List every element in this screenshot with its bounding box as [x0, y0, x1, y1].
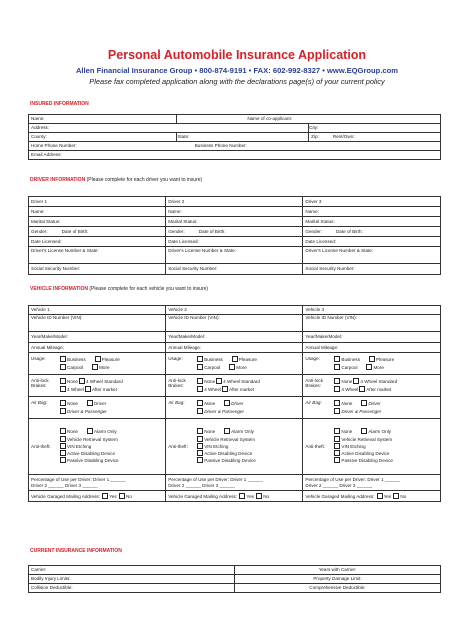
airbag-driver-checkbox[interactable]: [224, 400, 230, 406]
antitheft-active-checkbox[interactable]: [334, 450, 340, 456]
brakes-4wheel-standard-checkbox[interactable]: [353, 378, 359, 384]
license-state-field[interactable]: Driver's License Number & State:: [166, 247, 303, 264]
gender-dob-field[interactable]: Gender: Date of Birth:: [166, 227, 303, 237]
brakes-4wheel-standard-checkbox[interactable]: [79, 378, 85, 384]
usage-business-checkbox[interactable]: [60, 356, 66, 362]
usage-carpool-checkbox[interactable]: [60, 364, 66, 370]
percentage-use-field[interactable]: Percentage of Use per Driver: Driver 1 ______ Driver 2 ______ Driver 3 ______: [29, 475, 166, 491]
gender-dob-field[interactable]: Gender: Date of Birth:: [303, 227, 441, 237]
year-make-model-field[interactable]: Year/Make/Model:: [303, 332, 441, 343]
ssn-field[interactable]: Social Security Number:: [29, 264, 166, 275]
license-state-field[interactable]: Driver's License Number & State:: [303, 247, 441, 264]
usage-carpool-checkbox[interactable]: [197, 364, 203, 370]
license-state-field[interactable]: Driver's License Number & State:: [29, 247, 166, 264]
brakes-none-checkbox[interactable]: [197, 378, 203, 384]
airbag-cell: Air Bag: None Driver Driver & Passenger: [29, 397, 166, 419]
carrier-field[interactable]: Carrier:: [29, 566, 235, 575]
antilock-cell: Anti-lock Brakes: None 4 Wheel Standard 4 Wheel After market: [166, 375, 303, 397]
antitheft-cell: Anti-theft: None Alarm Only Vehicle Retrieval System VIN Etching Active Disabling Device Passive Disabling Device: [303, 419, 441, 475]
antitheft-passive-checkbox[interactable]: [197, 457, 203, 463]
vin-field[interactable]: Vehicle ID Number (VIN):: [166, 315, 303, 332]
marital-status-field[interactable]: Marital Status:: [166, 217, 303, 227]
antitheft-passive-checkbox[interactable]: [60, 457, 66, 463]
airbag-cell: Air Bag: None Driver Driver & Passenger: [303, 397, 441, 419]
property-damage-field[interactable]: Property Damage Limit:: [235, 575, 441, 584]
current-insurance-table: [28, 565, 441, 593]
vehicle-section-heading: VEHICLE INFORMATION (Please complete for each vehicle you want to insure): [30, 286, 209, 292]
garaged-address-cell: Vehicle Garaged Mailing Address: Yes No: [29, 491, 166, 502]
driver-name-field[interactable]: Name:: [29, 207, 166, 217]
vehicle-3-header: Vehicle 3: [303, 306, 441, 315]
percentage-use-field[interactable]: Percentage of Use per Driver: Driver 1 ______ Driver 2 ______ Driver 3 ______: [303, 475, 441, 491]
airbag-driver-checkbox[interactable]: [361, 400, 367, 406]
marital-status-field[interactable]: Marital Status:: [303, 217, 441, 227]
marital-status-field[interactable]: Marital Status:: [29, 217, 166, 227]
brakes-none-checkbox[interactable]: [334, 378, 340, 384]
antitheft-cell: Anti-theft: None Alarm Only Vehicle Retrieval System VIN Etching Active Disabling Device Passive Disabling Device: [29, 419, 166, 475]
date-licensed-field[interactable]: Date Licensed:: [29, 237, 166, 247]
usage-pleasure-checkbox[interactable]: [95, 356, 101, 362]
antitheft-retrieval-checkbox[interactable]: [60, 436, 66, 442]
antitheft-active-checkbox[interactable]: [60, 450, 66, 456]
form-title: Personal Automobile Insurance Application: [107, 48, 367, 62]
state-field[interactable]: State:: [177, 133, 309, 142]
email-field[interactable]: Email Address:: [29, 151, 441, 160]
percentage-use-field[interactable]: Percentage of Use per Driver: Driver 1 ______ Driver 2 ______ Driver 3 ______: [166, 475, 303, 491]
driver-table: [28, 196, 441, 275]
driver-3-header: Driver 3: [303, 197, 441, 207]
zip-rent-field[interactable]: Zip: Rent/Own:: [309, 133, 441, 142]
usage-cell: Usage: Business Pleasure Carpool More: [303, 353, 441, 375]
address-field[interactable]: Address:: [29, 124, 309, 133]
city-field[interactable]: City:: [309, 124, 441, 133]
annual-mileage-field[interactable]: Annual Mileage:: [303, 343, 441, 353]
vehicle-2-header: Vehicle 2: [166, 306, 303, 315]
antitheft-retrieval-checkbox[interactable]: [197, 436, 203, 442]
antitheft-active-checkbox[interactable]: [197, 450, 203, 456]
brakes-after-market-checkbox[interactable]: [222, 386, 228, 392]
antitheft-vin-etching-checkbox[interactable]: [60, 443, 66, 449]
usage-pleasure-checkbox[interactable]: [232, 356, 238, 362]
usage-more-checkbox[interactable]: [366, 364, 372, 370]
driver-1-header: Driver 1: [29, 197, 166, 207]
phone-row[interactable]: Home Phone Number: Business Phone Number:: [29, 142, 441, 151]
annual-mileage-field[interactable]: Annual Mileage:: [29, 343, 166, 353]
vin-field[interactable]: Vehicle ID Number (VIN):: [303, 315, 441, 332]
airbag-driver-passenger-checkbox[interactable]: [334, 408, 340, 414]
usage-more-checkbox[interactable]: [92, 364, 98, 370]
name-field[interactable]: Name:: [29, 115, 177, 124]
antitheft-passive-checkbox[interactable]: [334, 457, 340, 463]
usage-business-checkbox[interactable]: [334, 356, 340, 362]
vehicle-1-header: Vehicle 1: [29, 306, 166, 315]
garaged-no-checkbox[interactable]: [393, 493, 399, 499]
antitheft-vin-etching-checkbox[interactable]: [334, 443, 340, 449]
driver-section-heading: DRIVER INFORMATION (Please complete for each driver you want to insure): [30, 177, 203, 183]
brakes-4wheel-checkbox[interactable]: [197, 386, 203, 392]
date-licensed-field[interactable]: Date Licensed:: [166, 237, 303, 247]
airbag-driver-checkbox[interactable]: [87, 400, 93, 406]
airbag-none-checkbox[interactable]: [334, 400, 340, 406]
antitheft-cell: Anti-theft: None Alarm Only Vehicle Retrieval System VIN Etching Active Disabling Device Passive Disabling Device: [166, 419, 303, 475]
usage-more-checkbox[interactable]: [229, 364, 235, 370]
usage-carpool-checkbox[interactable]: [334, 364, 340, 370]
driver-name-field[interactable]: Name:: [166, 207, 303, 217]
year-make-model-field[interactable]: Year/Make/Model:: [166, 332, 303, 343]
fax-instructions: Please fax completed application along with the declarations page(s) of your current policy: [89, 77, 385, 86]
county-field[interactable]: County:: [29, 133, 177, 142]
gender-dob-field[interactable]: Gender: Date of Birth:: [29, 227, 166, 237]
driver-2-header: Driver 2: [166, 197, 303, 207]
garaged-no-checkbox[interactable]: [256, 493, 262, 499]
antilock-cell: Anti-lock Brakes: None 4 Wheel Standard 4 Wheel After market: [29, 375, 166, 397]
antilock-cell: Anti-lock Brakes: None 4 Wheel Standard 4 Wheel After market: [303, 375, 441, 397]
antitheft-vin-etching-checkbox[interactable]: [197, 443, 203, 449]
antitheft-retrieval-checkbox[interactable]: [334, 436, 340, 442]
antitheft-none-checkbox[interactable]: [197, 428, 203, 434]
garaged-yes-checkbox[interactable]: [102, 493, 108, 499]
airbag-driver-passenger-checkbox[interactable]: [60, 408, 66, 414]
years-with-carrier-field[interactable]: Years with Carrier:: [235, 566, 441, 575]
usage-cell: Usage: Business Pleasure Carpool More: [29, 353, 166, 375]
antitheft-alarm-checkbox[interactable]: [87, 428, 93, 434]
antitheft-alarm-checkbox[interactable]: [361, 428, 367, 434]
brakes-4wheel-standard-checkbox[interactable]: [216, 378, 222, 384]
vin-field[interactable]: Vehicle ID Number (VIN):: [29, 315, 166, 332]
brakes-4wheel-checkbox[interactable]: [334, 386, 340, 392]
insured-table: [28, 114, 441, 160]
brakes-after-market-checkbox[interactable]: [85, 386, 91, 392]
ssn-field[interactable]: Social Security Number:: [166, 264, 303, 275]
company-contact-line: Allen Financial Insurance Group • 800-874-9191 • FAX: 602-992-8327 • www.EQGroup.com: [75, 66, 399, 75]
usage-cell: Usage: Business Pleasure Carpool More: [166, 353, 303, 375]
collision-deductible-field[interactable]: Collision Deductible:: [29, 584, 235, 593]
antitheft-none-checkbox[interactable]: [334, 428, 340, 434]
airbag-none-checkbox[interactable]: [60, 400, 66, 406]
airbag-cell: Air Bag: None Driver Driver & Passenger: [166, 397, 303, 419]
antitheft-alarm-checkbox[interactable]: [224, 428, 230, 434]
insured-section-heading: INSURED INFORMATION: [30, 101, 89, 107]
vehicle-table: [28, 305, 441, 502]
ssn-field[interactable]: Social Security Number:: [303, 264, 441, 275]
garaged-yes-checkbox[interactable]: [377, 493, 383, 499]
garaged-address-cell: Vehicle Garaged Mailing Address: Yes No: [166, 491, 303, 502]
year-make-model-field[interactable]: Year/Make/Model:: [29, 332, 166, 343]
bodily-injury-field[interactable]: Bodily Injury Limits:: [29, 575, 235, 584]
brakes-4wheel-checkbox[interactable]: [60, 386, 66, 392]
airbag-driver-passenger-checkbox[interactable]: [197, 408, 203, 414]
antitheft-none-checkbox[interactable]: [60, 428, 66, 434]
current-insurance-heading: CURRENT INSURANCE INFORMATION: [30, 548, 122, 554]
usage-pleasure-checkbox[interactable]: [369, 356, 375, 362]
usage-business-checkbox[interactable]: [197, 356, 203, 362]
comprehensive-deductible-field[interactable]: Comprehensive Deductible:: [235, 584, 441, 593]
brakes-none-checkbox[interactable]: [60, 378, 66, 384]
brakes-after-market-checkbox[interactable]: [359, 386, 365, 392]
garaged-no-checkbox[interactable]: [119, 493, 125, 499]
driver-name-field[interactable]: Name:: [303, 207, 441, 217]
annual-mileage-field[interactable]: Annual Mileage:: [166, 343, 303, 353]
garaged-address-cell: Vehicle Garaged Mailing Address: Yes No: [303, 491, 441, 502]
airbag-none-checkbox[interactable]: [197, 400, 203, 406]
garaged-yes-checkbox[interactable]: [239, 493, 245, 499]
coapplicant-field[interactable]: Name of co-applicant:: [177, 115, 441, 124]
date-licensed-field[interactable]: Date Licensed:: [303, 237, 441, 247]
